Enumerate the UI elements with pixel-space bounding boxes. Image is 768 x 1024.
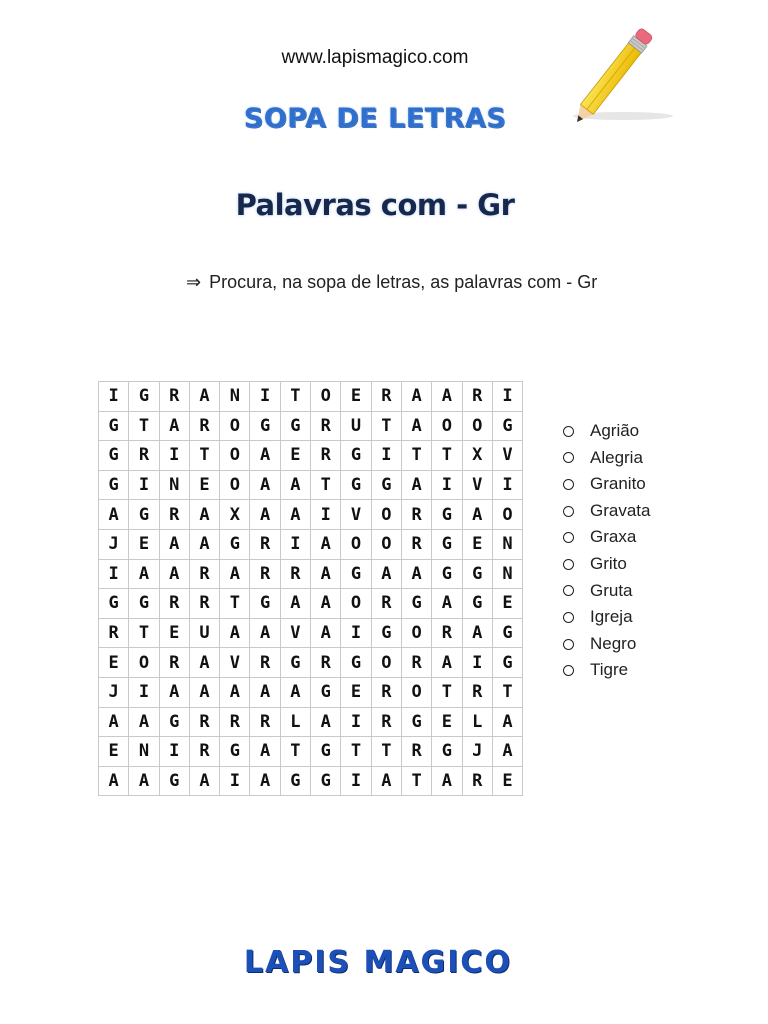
grid-row (99, 618, 523, 648)
grid-cell[interactable]: A (311, 589, 341, 619)
grid-cell[interactable]: A (250, 737, 280, 767)
word-label: Gravata (590, 500, 651, 520)
grid-cell[interactable]: A (220, 618, 250, 648)
grid-cell[interactable]: T (129, 411, 159, 441)
grid-cell[interactable]: N (220, 382, 250, 412)
grid-cell[interactable]: R (371, 382, 401, 412)
grid-cell[interactable]: G (159, 766, 189, 796)
grid-cell[interactable]: O (220, 411, 250, 441)
grid-cell[interactable]: A (159, 559, 189, 589)
grid-cell[interactable]: A (189, 382, 219, 412)
grid-cell[interactable]: R (99, 618, 129, 648)
grid-cell[interactable]: E (492, 766, 522, 796)
grid-cell[interactable]: A (311, 559, 341, 589)
grid-cell[interactable]: G (371, 618, 401, 648)
grid-cell[interactable]: A (492, 737, 522, 767)
grid-row (99, 559, 523, 589)
grid-cell[interactable]: G (341, 648, 371, 678)
grid-cell[interactable]: A (401, 382, 431, 412)
grid-cell[interactable]: R (371, 589, 401, 619)
grid-cell[interactable]: N (129, 737, 159, 767)
grid-cell[interactable]: A (432, 766, 462, 796)
grid-cell[interactable]: R (159, 589, 189, 619)
grid-cell[interactable]: G (371, 470, 401, 500)
grid-cell[interactable]: G (492, 648, 522, 678)
grid-cell[interactable]: T (220, 589, 250, 619)
grid-cell[interactable]: G (129, 589, 159, 619)
grid-cell[interactable]: A (159, 411, 189, 441)
grid-cell[interactable]: G (432, 500, 462, 530)
grid-cell[interactable]: G (432, 529, 462, 559)
grid-cell[interactable]: R (432, 618, 462, 648)
grid-cell[interactable]: T (492, 677, 522, 707)
grid-cell[interactable]: J (462, 737, 492, 767)
grid-cell[interactable]: A (432, 589, 462, 619)
grid-cell[interactable]: T (280, 737, 310, 767)
grid-cell[interactable]: A (250, 470, 280, 500)
grid-cell[interactable]: E (462, 529, 492, 559)
grid-cell[interactable]: G (432, 737, 462, 767)
grid-cell[interactable]: E (129, 529, 159, 559)
grid-cell[interactable]: A (462, 500, 492, 530)
grid-cell[interactable]: G (159, 707, 189, 737)
circle-bullet-icon[interactable] (563, 665, 574, 676)
grid-cell[interactable]: A (250, 441, 280, 471)
grid-cell[interactable]: R (250, 707, 280, 737)
grid-cell[interactable]: T (189, 441, 219, 471)
grid-row (99, 500, 523, 530)
circle-bullet-icon[interactable] (563, 426, 574, 437)
grid-cell[interactable]: I (492, 382, 522, 412)
grid-cell[interactable]: X (462, 441, 492, 471)
grid-cell[interactable]: T (432, 677, 462, 707)
grid-row (99, 677, 523, 707)
grid-cell[interactable]: I (341, 618, 371, 648)
grid-cell[interactable]: G (250, 589, 280, 619)
grid-cell[interactable]: R (401, 737, 431, 767)
grid-cell[interactable]: U (189, 618, 219, 648)
grid-cell[interactable]: A (220, 559, 250, 589)
word-search-grid (98, 381, 523, 796)
grid-cell[interactable]: A (250, 618, 280, 648)
grid-cell[interactable]: G (492, 411, 522, 441)
grid-cell[interactable]: X (220, 500, 250, 530)
page-title: SOPA DE LETRAS (243, 103, 507, 134)
grid-cell[interactable]: E (99, 737, 129, 767)
grid-row (99, 441, 523, 471)
word-list-item (563, 471, 650, 498)
grid-cell[interactable]: G (462, 589, 492, 619)
brand-logo: LAPIS MAGICO (244, 945, 512, 980)
grid-cell[interactable]: O (371, 500, 401, 530)
grid-cell[interactable]: A (189, 677, 219, 707)
grid-cell[interactable]: V (280, 618, 310, 648)
grid-row (99, 411, 523, 441)
grid-cell[interactable]: G (432, 559, 462, 589)
grid-cell[interactable]: I (432, 470, 462, 500)
grid-cell[interactable]: R (189, 707, 219, 737)
word-list-item (563, 631, 650, 658)
grid-cell[interactable]: N (492, 559, 522, 589)
word-list-item (563, 445, 650, 472)
grid-cell[interactable]: A (189, 766, 219, 796)
grid-cell[interactable]: V (462, 470, 492, 500)
grid-cell[interactable]: A (159, 677, 189, 707)
grid-cell[interactable]: G (99, 411, 129, 441)
word-label: Alegria (590, 447, 643, 467)
grid-cell[interactable]: O (341, 589, 371, 619)
grid-cell[interactable]: O (432, 411, 462, 441)
grid-cell[interactable]: T (129, 618, 159, 648)
grid-cell[interactable]: A (189, 648, 219, 678)
grid-cell[interactable]: I (492, 470, 522, 500)
grid-cell[interactable]: R (371, 707, 401, 737)
grid-cell[interactable]: R (250, 529, 280, 559)
grid-cell[interactable]: A (250, 500, 280, 530)
grid-cell[interactable]: R (280, 559, 310, 589)
grid-cell[interactable]: A (462, 618, 492, 648)
grid-cell[interactable]: G (280, 766, 310, 796)
grid-cell[interactable]: R (189, 589, 219, 619)
grid-cell[interactable]: G (99, 470, 129, 500)
grid-cell[interactable]: O (220, 441, 250, 471)
grid-cell[interactable]: R (371, 677, 401, 707)
grid-cell[interactable]: A (220, 677, 250, 707)
grid-cell[interactable]: R (462, 766, 492, 796)
grid-cell[interactable]: O (341, 529, 371, 559)
grid-cell[interactable]: T (371, 411, 401, 441)
grid-cell[interactable]: G (250, 411, 280, 441)
word-list (563, 418, 650, 684)
grid-cell[interactable]: R (189, 411, 219, 441)
grid-cell[interactable]: R (311, 411, 341, 441)
grid-cell[interactable]: A (401, 411, 431, 441)
grid-cell[interactable]: E (280, 441, 310, 471)
word-label: Igreja (590, 607, 633, 627)
grid-cell[interactable]: G (492, 618, 522, 648)
grid-cell[interactable]: R (311, 648, 341, 678)
word-list-item (563, 604, 650, 631)
grid-cell[interactable]: I (220, 766, 250, 796)
grid-cell[interactable]: O (492, 500, 522, 530)
grid-cell[interactable]: I (99, 382, 129, 412)
grid-cell[interactable]: A (401, 470, 431, 500)
grid-cell[interactable]: E (189, 470, 219, 500)
grid-cell[interactable]: L (280, 707, 310, 737)
grid-cell[interactable]: T (280, 382, 310, 412)
grid-cell[interactable]: R (189, 737, 219, 767)
grid-cell[interactable]: I (462, 648, 492, 678)
grid-cell[interactable]: I (159, 441, 189, 471)
grid-row (99, 766, 523, 796)
grid-cell[interactable]: A (129, 559, 159, 589)
word-label: Grito (590, 553, 627, 573)
grid-cell[interactable]: I (159, 737, 189, 767)
grid-cell[interactable]: I (250, 382, 280, 412)
grid-cell[interactable]: O (371, 648, 401, 678)
grid-cell[interactable]: G (220, 737, 250, 767)
grid-cell[interactable]: I (341, 766, 371, 796)
grid-cell[interactable]: G (341, 559, 371, 589)
grid-cell[interactable]: O (220, 470, 250, 500)
grid-cell[interactable]: A (99, 500, 129, 530)
word-label: Tigre (590, 660, 629, 680)
circle-bullet-icon[interactable] (563, 559, 574, 570)
word-list-item (563, 551, 650, 578)
grid-cell[interactable]: E (341, 382, 371, 412)
grid-cell[interactable]: T (401, 766, 431, 796)
grid-cell[interactable]: O (401, 677, 431, 707)
grid-cell[interactable]: A (129, 766, 159, 796)
grid-cell[interactable]: R (159, 382, 189, 412)
grid-cell[interactable]: N (159, 470, 189, 500)
grid-cell[interactable]: I (99, 559, 129, 589)
grid-row (99, 589, 523, 619)
grid-cell[interactable]: O (401, 618, 431, 648)
grid-cell[interactable]: G (220, 529, 250, 559)
grid-cell[interactable]: A (371, 559, 401, 589)
grid-cell[interactable]: O (311, 382, 341, 412)
grid-cell[interactable]: T (341, 737, 371, 767)
grid-cell[interactable]: U (341, 411, 371, 441)
grid-cell[interactable]: O (371, 529, 401, 559)
grid-cell[interactable]: V (341, 500, 371, 530)
grid-cell[interactable]: I (311, 500, 341, 530)
grid-cell[interactable]: E (341, 677, 371, 707)
circle-bullet-icon[interactable] (563, 532, 574, 543)
grid-cell[interactable]: R (462, 677, 492, 707)
grid-row (99, 707, 523, 737)
grid-cell[interactable]: T (432, 441, 462, 471)
grid-cell[interactable]: A (250, 766, 280, 796)
word-label: Gruta (590, 580, 633, 600)
word-label: Negro (590, 633, 637, 653)
grid-cell[interactable]: E (159, 618, 189, 648)
grid-cell[interactable]: G (129, 500, 159, 530)
grid-cell[interactable]: G (311, 677, 341, 707)
grid-cell[interactable]: T (371, 737, 401, 767)
grid-cell[interactable]: A (280, 500, 310, 530)
grid-cell[interactable]: G (462, 559, 492, 589)
grid-cell[interactable]: R (129, 441, 159, 471)
grid-cell[interactable]: A (99, 707, 129, 737)
circle-bullet-icon[interactable] (563, 612, 574, 623)
grid-cell[interactable]: I (280, 529, 310, 559)
grid-cell[interactable]: R (159, 648, 189, 678)
grid-cell[interactable]: G (401, 589, 431, 619)
grid-cell[interactable]: T (401, 441, 431, 471)
page-subtitle: Palavras com - Gr (235, 188, 515, 222)
grid-cell[interactable]: L (462, 707, 492, 737)
grid-cell[interactable]: R (250, 648, 280, 678)
grid-cell[interactable]: G (311, 766, 341, 796)
grid-cell[interactable]: G (99, 589, 129, 619)
grid-cell[interactable]: R (462, 382, 492, 412)
grid-cell[interactable]: I (371, 441, 401, 471)
grid-cell[interactable]: G (280, 411, 310, 441)
circle-bullet-icon[interactable] (563, 479, 574, 490)
grid-cell[interactable]: G (280, 648, 310, 678)
grid-cell[interactable]: N (492, 529, 522, 559)
grid-cell[interactable]: R (189, 559, 219, 589)
grid-cell[interactable]: R (311, 441, 341, 471)
grid-cell[interactable]: O (129, 648, 159, 678)
grid-cell[interactable]: R (401, 648, 431, 678)
grid-cell[interactable]: A (492, 707, 522, 737)
grid-cell[interactable]: V (220, 648, 250, 678)
grid-cell[interactable]: G (341, 441, 371, 471)
instruction-line (186, 272, 597, 293)
grid-cell[interactable]: A (159, 529, 189, 559)
grid-cell[interactable]: A (189, 529, 219, 559)
grid-row (99, 648, 523, 678)
grid-cell[interactable]: A (280, 589, 310, 619)
grid-cell[interactable]: A (129, 707, 159, 737)
word-list-item (563, 498, 650, 525)
grid-cell[interactable]: A (432, 382, 462, 412)
grid-cell[interactable]: V (492, 441, 522, 471)
grid-cell[interactable]: R (250, 559, 280, 589)
grid-cell[interactable]: A (280, 677, 310, 707)
word-list-item (563, 418, 650, 445)
grid-cell[interactable]: A (432, 648, 462, 678)
grid-cell[interactable]: A (401, 559, 431, 589)
grid-cell[interactable]: A (311, 529, 341, 559)
grid-row (99, 737, 523, 767)
grid-cell[interactable]: R (401, 529, 431, 559)
grid-cell[interactable]: I (129, 470, 159, 500)
grid-cell[interactable]: R (159, 500, 189, 530)
grid-cell[interactable]: O (462, 411, 492, 441)
circle-bullet-icon[interactable] (563, 639, 574, 650)
grid-cell[interactable]: E (99, 648, 129, 678)
word-label: Agrião (590, 421, 640, 440)
grid-cell[interactable]: G (401, 707, 431, 737)
grid-cell[interactable]: R (220, 707, 250, 737)
grid-row (99, 529, 523, 559)
grid-cell[interactable]: E (492, 589, 522, 619)
grid-cell[interactable]: A (371, 766, 401, 796)
grid-cell[interactable]: G (341, 470, 371, 500)
grid-cell[interactable]: E (432, 707, 462, 737)
grid-cell[interactable]: T (311, 470, 341, 500)
grid-cell[interactable]: G (129, 382, 159, 412)
grid-cell[interactable]: I (341, 707, 371, 737)
grid-cell[interactable]: A (250, 677, 280, 707)
grid-row (99, 470, 523, 500)
circle-bullet-icon[interactable] (563, 585, 574, 596)
word-label: Graxa (590, 527, 637, 547)
circle-bullet-icon[interactable] (563, 452, 574, 463)
grid-cell[interactable]: I (129, 677, 159, 707)
grid-cell[interactable]: J (99, 677, 129, 707)
grid-cell[interactable]: G (311, 737, 341, 767)
grid-cell[interactable]: A (99, 766, 129, 796)
website-url: www.lapismagico.com (281, 47, 469, 68)
circle-bullet-icon[interactable] (563, 506, 574, 517)
grid-cell[interactable]: A (280, 470, 310, 500)
instruction-text: Procura, na sopa de letras, as palavras com - Gr (209, 272, 598, 292)
grid-cell[interactable]: R (401, 500, 431, 530)
word-list-item (563, 578, 650, 605)
word-list-item (563, 657, 650, 684)
word-label: Granito (590, 474, 646, 494)
grid-cell[interactable]: J (99, 529, 129, 559)
word-list-item (563, 524, 650, 551)
grid-cell[interactable]: A (311, 618, 341, 648)
grid-cell[interactable]: A (189, 500, 219, 530)
arrow-icon: ⇒ (186, 272, 202, 292)
grid-cell[interactable]: A (311, 707, 341, 737)
grid-row (99, 382, 523, 412)
grid-cell[interactable]: G (99, 441, 129, 471)
